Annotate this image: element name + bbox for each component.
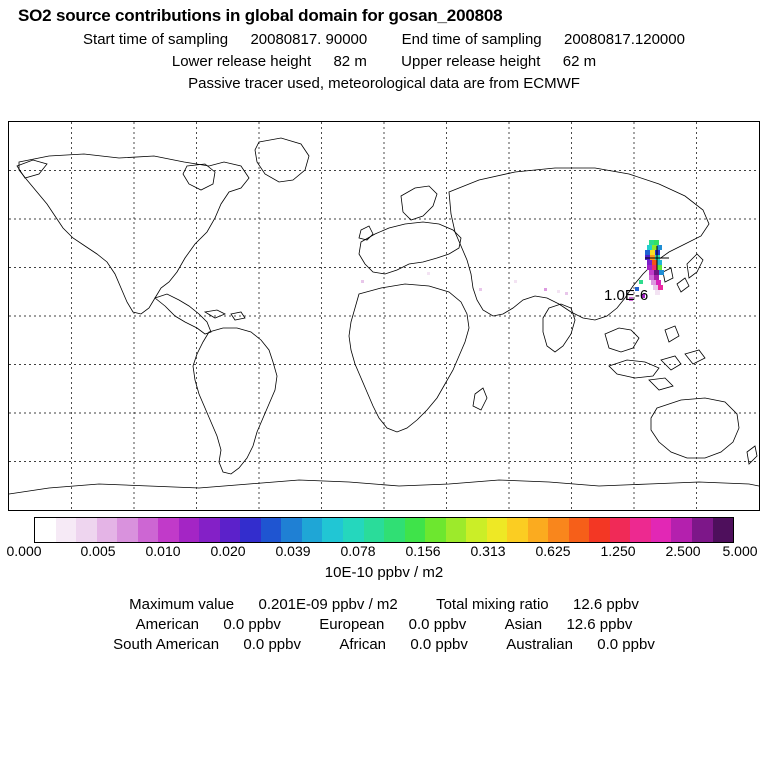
- lower-height-value: 82 m: [333, 53, 367, 70]
- cbar-tick-7: 0.313: [470, 543, 506, 559]
- region-label-asian: Asian: [504, 616, 543, 633]
- cbar-tick-0: 0.000: [6, 543, 42, 559]
- stats-row-summary: [0, 596, 768, 613]
- total-mixing-ratio-value: 12.6 ppbv: [572, 596, 639, 613]
- region-label-american: American: [135, 616, 200, 633]
- max-value-label: Maximum value: [129, 596, 235, 613]
- upper-height-label: Upper release height: [401, 53, 541, 70]
- start-time-label: Start time of sampling: [83, 31, 229, 48]
- start-time-value: 20080817. 90000: [250, 31, 368, 48]
- upper-height-value: 62 m: [562, 53, 597, 70]
- region-value-south-american: 0.0 ppbv: [243, 636, 301, 653]
- end-time-value: 20080817.120000: [564, 31, 685, 48]
- cbar-tick-6: 0.156: [405, 543, 441, 559]
- world-map: [9, 122, 759, 510]
- stats-row-south: [0, 636, 768, 653]
- end-time-label: End time of sampling: [401, 31, 542, 48]
- figure-root: [0, 6, 768, 774]
- cbar-tick-1: 0.005: [80, 543, 116, 559]
- region-value-african: 0.0 ppbv: [410, 636, 468, 653]
- region-value-asian: 12.6 ppbv: [566, 616, 633, 633]
- region-label-european: European: [319, 616, 385, 633]
- region-label-african: African: [339, 636, 386, 653]
- cbar-tick-11: 5.000: [722, 543, 758, 559]
- total-mixing-ratio-label: Total mixing ratio: [436, 596, 549, 613]
- tracer-note: Passive tracer used, meteorological data are from ECMWF: [188, 75, 580, 92]
- colorbar-unit-label: 10E-10 ppbv / m2: [324, 564, 444, 581]
- cbar-tick-5: 0.078: [340, 543, 376, 559]
- max-value: 0.201E-09 ppbv / m2: [258, 596, 398, 613]
- colorbar-tick-labels: [0, 543, 768, 559]
- region-label-australian: Australian: [506, 636, 573, 653]
- cbar-tick-10: 2.500: [665, 543, 701, 559]
- cbar-tick-3: 0.020: [210, 543, 246, 559]
- region-value-american: 0.0 ppbv: [223, 616, 281, 633]
- release-height-line: [0, 53, 768, 70]
- region-label-south-american: South American: [113, 636, 220, 653]
- cbar-tick-4: 0.039: [275, 543, 311, 559]
- region-value-european: 0.0 ppbv: [408, 616, 467, 633]
- page-title: SO2 source contributions in global domain for gosan_200808: [18, 6, 503, 25]
- sampling-time-line: [0, 31, 768, 48]
- map-panel: [8, 121, 760, 511]
- statistics-block: [0, 596, 768, 656]
- lower-height-label: Lower release height: [171, 53, 312, 70]
- colorbar-gradient: [34, 517, 734, 543]
- colorbar: [34, 517, 734, 543]
- cbar-tick-9: 1.250: [600, 543, 636, 559]
- cbar-tick-8: 0.625: [535, 543, 571, 559]
- cbar-tick-2: 0.010: [145, 543, 181, 559]
- region-value-australian: 0.0 ppbv: [597, 636, 655, 653]
- map-contour-label: 1.0E-6: [604, 287, 649, 304]
- stats-row-north: [0, 616, 768, 633]
